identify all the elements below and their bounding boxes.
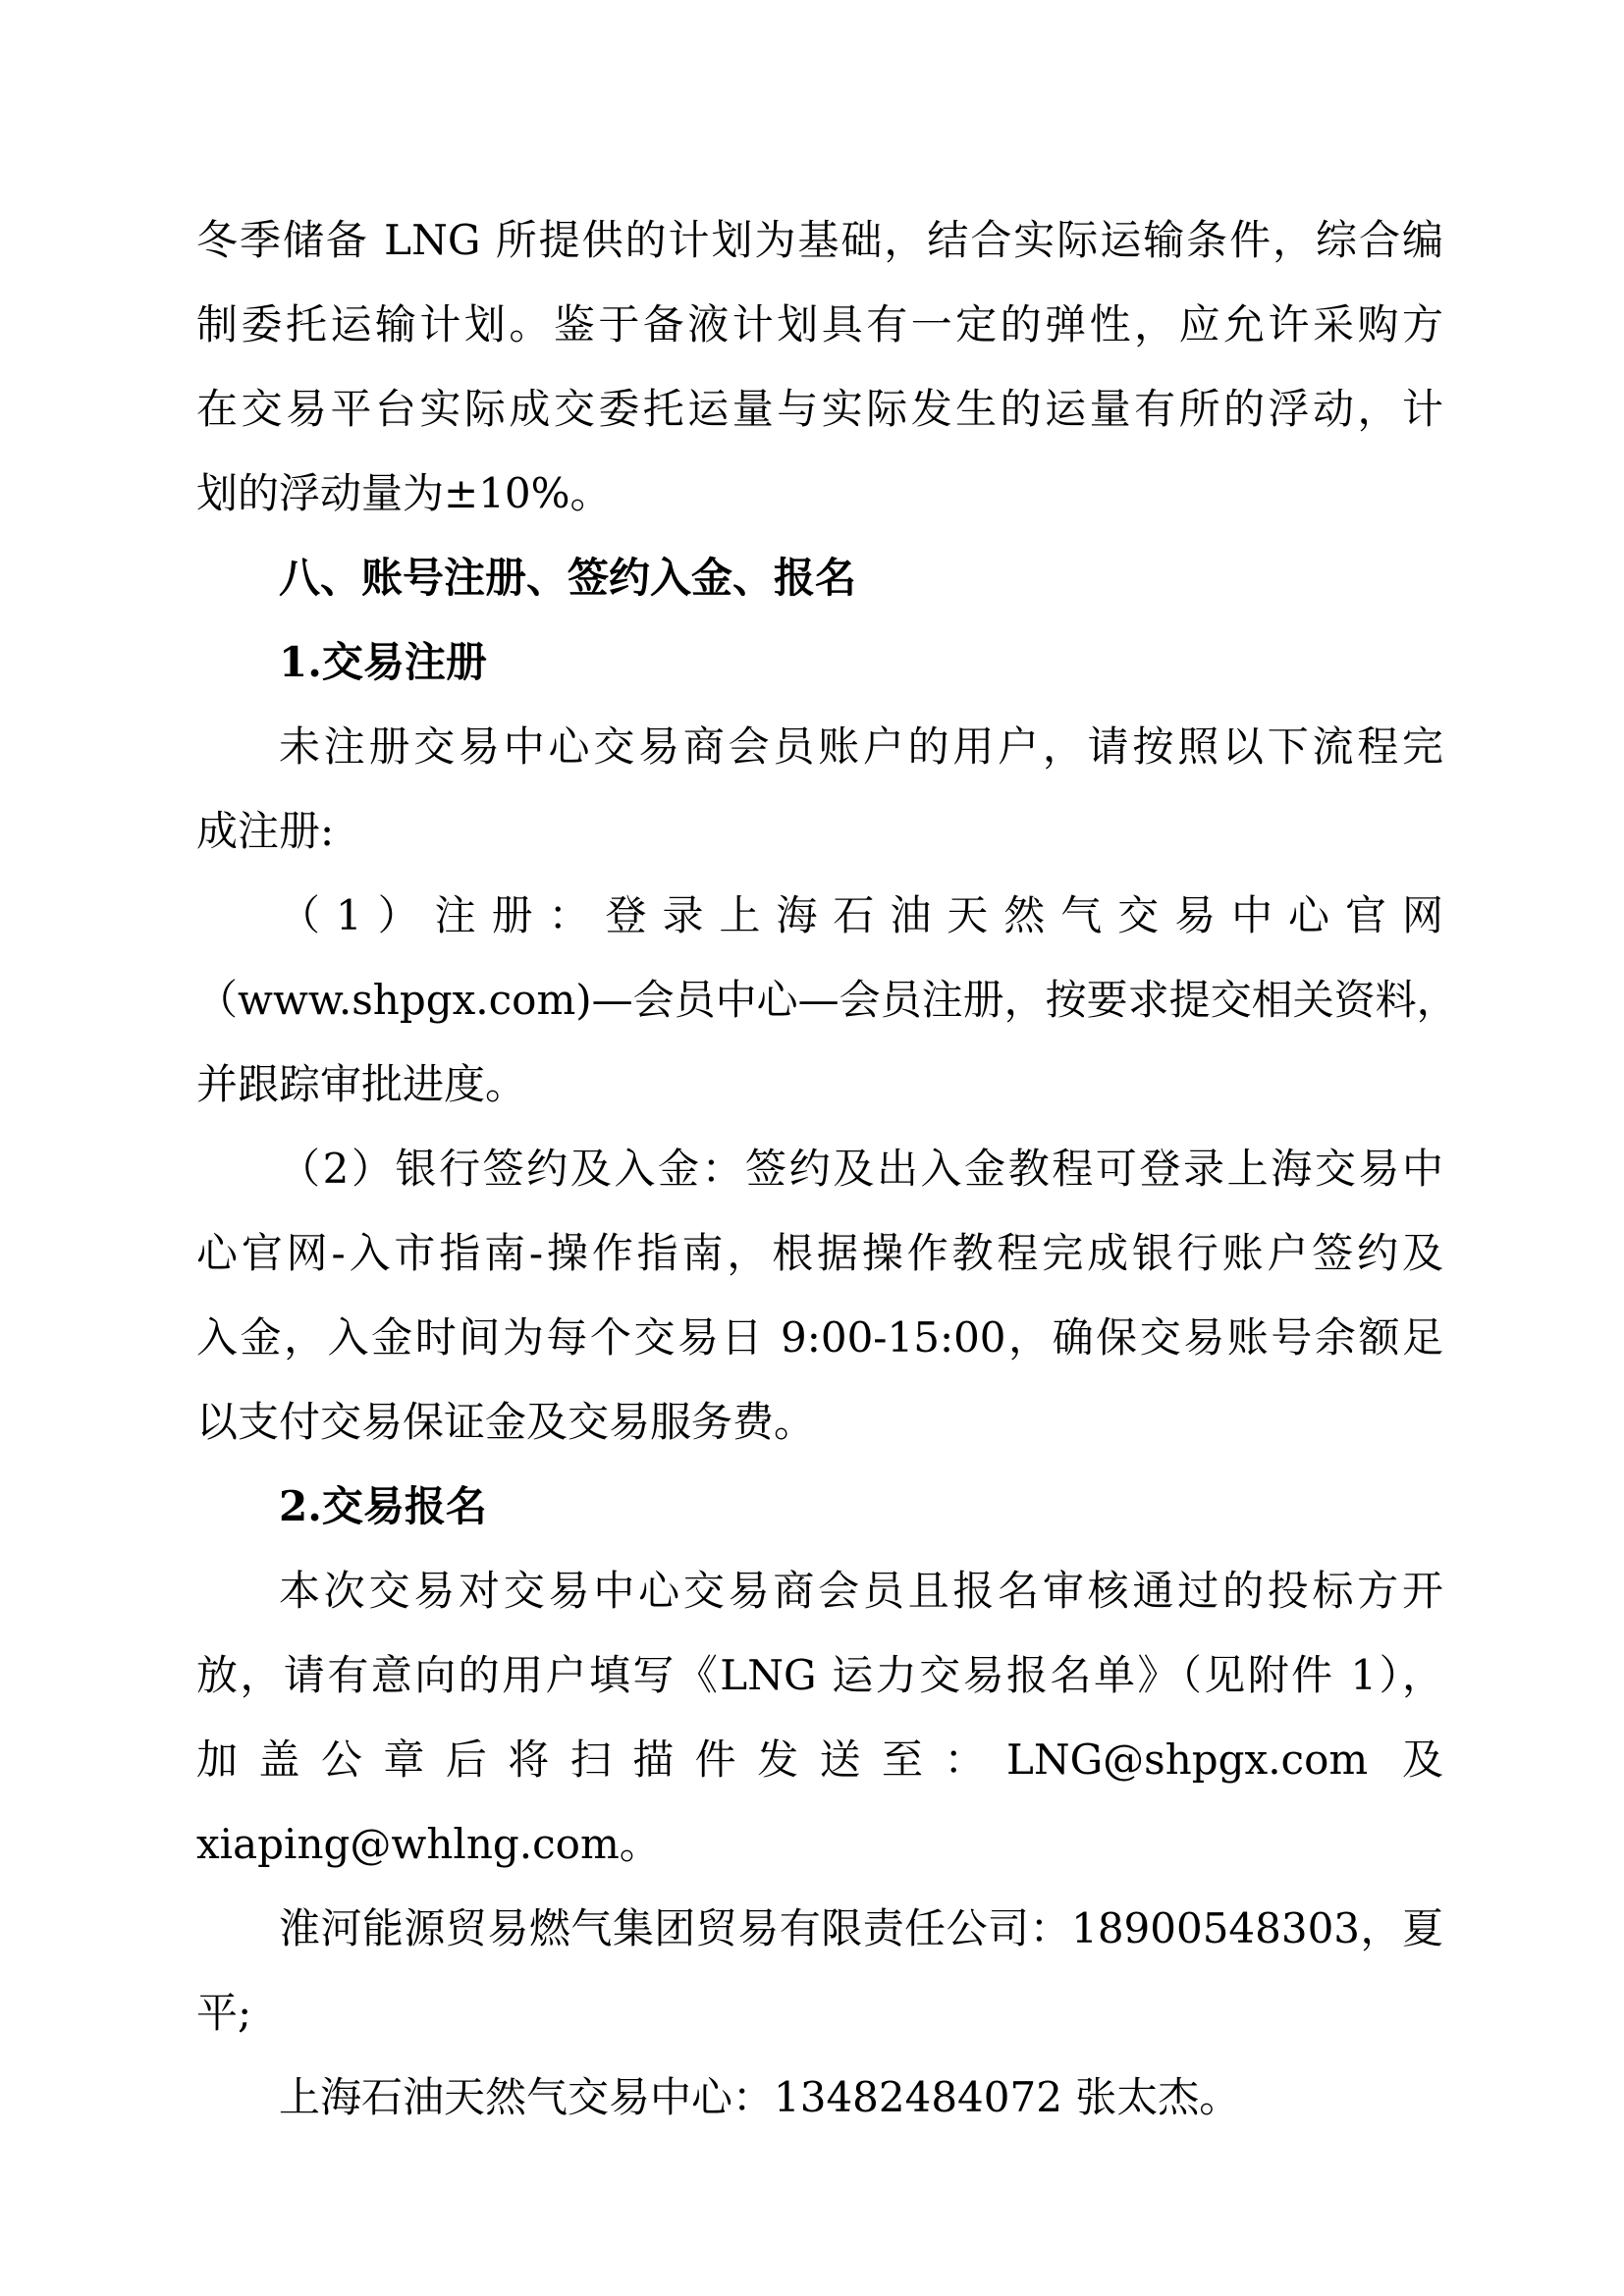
- signup-paragraph-line-3: 加盖公章后将扫描件发送至：LNG@shpgx.com 及: [196, 1735, 1443, 1784]
- trading-signup-heading: 2.交易报名: [279, 1482, 487, 1530]
- signup-paragraph-line-2: 放，请有意向的用户填写《LNG 运力交易报名单》（见附件 1），: [196, 1651, 1443, 1699]
- section-8-heading: 八、账号注册、签约入金、报名: [279, 554, 857, 602]
- contact-shpgx-line-1: 上海石油天然气交易中心：13482484072 张太杰。: [279, 2073, 1241, 2121]
- unregistered-paragraph-line-2: 成注册:: [196, 807, 335, 855]
- contact-huaihe-line-1: 淮河能源贸易燃气集团贸易有限责任公司：18900548303，夏: [279, 1904, 1443, 1952]
- storage-paragraph-line-2: 制委托运输计划。鉴于备液计划具有一定的弹性，应允许采购方: [196, 300, 1443, 348]
- bank-step-line-2: 心官网-入市指南-操作指南，根据操作教程完成银行账户签约及: [196, 1229, 1443, 1277]
- bank-step-line-1: （2）银行签约及入金：签约及出入金教程可登录上海交易中: [279, 1145, 1443, 1193]
- contact-huaihe-line-2: 平;: [196, 1989, 252, 2037]
- register-step-line-3: 并跟踪审批进度。: [196, 1060, 527, 1108]
- register-step-line-1: （1）注册：登录上海石油天然气交易中心官网: [279, 891, 1443, 939]
- signup-paragraph-line-1: 本次交易对交易中心交易商会员且报名审核通过的投标方开: [279, 1567, 1443, 1615]
- trading-registration-heading: 1.交易注册: [279, 638, 487, 686]
- storage-paragraph-line-3: 在交易平台实际成交委托运量与实际发生的运量有所的浮动，计: [196, 385, 1443, 433]
- storage-paragraph-line-4: 划的浮动量为±10%。: [196, 469, 612, 517]
- storage-paragraph-line-1: 冬季储备 LNG 所提供的计划为基础，结合实际运输条件，综合编: [196, 216, 1443, 264]
- register-step-line-2: （www.shpgx.com)—会员中心—会员注册，按要求提交相关资料，: [196, 976, 1458, 1024]
- bank-step-line-4: 以支付交易保证金及交易服务费。: [196, 1398, 816, 1446]
- signup-paragraph-line-4: xiaping@whlng.com。: [196, 1820, 661, 1868]
- unregistered-paragraph-line-1: 未注册交易中心交易商会员账户的用户，请按照以下流程完: [279, 722, 1443, 771]
- bank-step-line-3: 入金，入金时间为每个交易日 9:00-15:00，确保交易账号余额足: [196, 1313, 1443, 1362]
